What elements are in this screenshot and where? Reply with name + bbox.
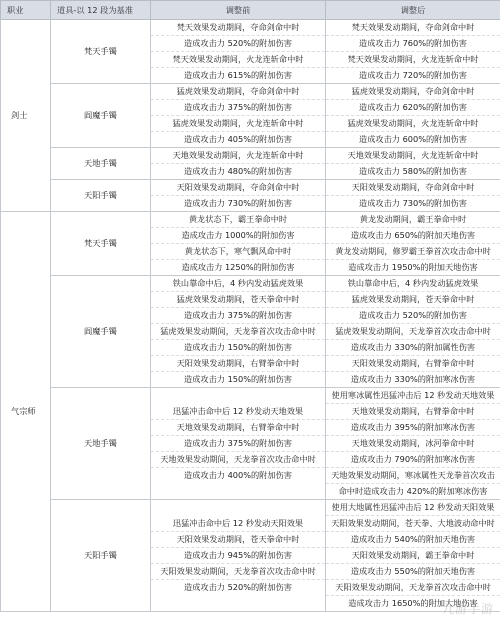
after-line: 使用寒冰属性迅猛冲击后 12 秒发动天地效果 bbox=[326, 388, 500, 404]
table-row bbox=[1, 212, 500, 276]
after-line: 造成攻击力 650%的附加天地伤害 bbox=[326, 228, 500, 244]
header-before: 调整前 bbox=[151, 1, 326, 20]
before-cell bbox=[151, 20, 326, 84]
after-line: 造成攻击力 330%的附加属性伤害 bbox=[326, 340, 500, 356]
table-row bbox=[1, 20, 500, 84]
after-line: 黄龙发动期间，霸王拳命中时 bbox=[326, 212, 500, 228]
before-line: 造成攻击力 615%的附加伤害 bbox=[184, 70, 292, 80]
before-line: 造成攻击力 730%的附加伤害 bbox=[184, 198, 292, 208]
after-line: 造成攻击力 580%的附加伤害 bbox=[359, 166, 467, 176]
before-line: 黄龙状态下，霸王拳命中时 bbox=[151, 212, 325, 228]
after-line: 天阳效果发动期间，夺命剑命中时 bbox=[326, 180, 500, 196]
before-line: 梵天效果发动期间，火龙连斩命中时 bbox=[151, 52, 325, 68]
before-cell bbox=[151, 388, 326, 500]
table-row bbox=[1, 276, 500, 388]
before-cell bbox=[151, 500, 326, 612]
after-line: 猛虎效果发动期间，天龙拳首次攻击命中时 bbox=[326, 324, 500, 340]
table-row bbox=[1, 388, 500, 500]
before-line: 天阳效果发动期间，右臂拳命中时 bbox=[151, 356, 325, 372]
job-name: 剑士 bbox=[1, 20, 51, 212]
before-line: 造成攻击力 945%的附加伤害 bbox=[151, 548, 325, 564]
before-line: 迅猛冲击命中后 12 秒发动天地效果 bbox=[151, 404, 325, 420]
after-line: 天阳效果发动期间，苍天拳、大地波动命中时 bbox=[326, 516, 500, 532]
after-line: 猛虎效果发动期间，苍天拳命中时 bbox=[326, 292, 500, 308]
after-line: 造成攻击力 720%的附加伤害 bbox=[359, 70, 467, 80]
before-line: 造成攻击力 375%的附加伤害 bbox=[151, 308, 325, 324]
after-line: 天阳效果发动期间，右臂拳命中时 bbox=[326, 356, 500, 372]
before-line: 黄龙状态下，寒气飘风命中时 bbox=[151, 244, 325, 260]
after-line: 天地效果发动期间，寒冰属性天龙拳首次攻击 bbox=[326, 468, 500, 484]
before-line: 造成攻击力 520%的附加伤害 bbox=[184, 582, 292, 592]
table-row bbox=[1, 84, 500, 148]
after-line: 命中时造成攻击力 420%的附加寒冰伤害 bbox=[338, 486, 488, 496]
before-cell bbox=[151, 148, 326, 180]
table-row bbox=[1, 500, 500, 612]
before-cell bbox=[151, 212, 326, 276]
before-line: 迅猛冲击命中后 12 秒发动天阳效果 bbox=[151, 516, 325, 532]
before-line: 造成攻击力 150%的附加伤害 bbox=[151, 340, 325, 356]
before-line: 造成攻击力 400%的附加伤害 bbox=[184, 470, 292, 480]
table-row bbox=[1, 180, 500, 212]
after-line: 造成攻击力 600%的附加伤害 bbox=[359, 134, 467, 144]
after-line: 铁山靠命中后，4 秒内发动猛虎效果 bbox=[326, 276, 500, 292]
before-line: 造成攻击力 405%的附加伤害 bbox=[184, 134, 292, 144]
before-line: 造成攻击力 520%的附加伤害 bbox=[151, 36, 325, 52]
item-name: 天阳手镯 bbox=[51, 500, 151, 612]
before-line: 造成攻击力 150%的附加伤害 bbox=[184, 374, 292, 384]
before-line: 铁山靠命中后，4 秒内发动猛虎效果 bbox=[151, 276, 325, 292]
item-name: 天地手镯 bbox=[51, 388, 151, 500]
after-line: 造成攻击力 550%的附加天地伤害 bbox=[326, 564, 500, 580]
before-line: 天地效果发动期间，火龙连斩命中时 bbox=[151, 148, 325, 164]
header-job: 职业 bbox=[1, 1, 51, 20]
after-line: 造成攻击力 330%的附加寒冰伤害 bbox=[350, 374, 476, 384]
before-line: 造成攻击力 375%的附加伤害 bbox=[151, 436, 325, 452]
item-name: 阎魔手镯 bbox=[51, 276, 151, 388]
after-line: 天地效果发动期间，冰河拳命中时 bbox=[326, 436, 500, 452]
item-name: 天阳手镯 bbox=[51, 180, 151, 212]
after-line: 造成攻击力 1950%的附加天地伤害 bbox=[348, 262, 478, 272]
after-line: 天地效果发动期间，火龙连斩命中时 bbox=[326, 148, 500, 164]
after-line: 梵天效果发动期间，火龙连斩命中时 bbox=[326, 52, 500, 68]
after-cell bbox=[326, 84, 500, 148]
before-line: 猛虎效果发动期间，火龙连斩命中时 bbox=[151, 116, 325, 132]
after-line: 造成攻击力 540%的附加天地伤害 bbox=[326, 532, 500, 548]
after-line: 造成攻击力 395%的附加寒冰伤害 bbox=[326, 420, 500, 436]
after-line: 天地效果发动期间，右臂拳命中时 bbox=[326, 404, 500, 420]
after-cell bbox=[326, 20, 500, 84]
header-after: 调整后 bbox=[326, 1, 500, 20]
before-line: 天阳效果发动期间，夺命剑命中时 bbox=[151, 180, 325, 196]
after-line: 梵天效果发动期间，夺命剑命中时 bbox=[326, 20, 500, 36]
watermark: 九游手游 bbox=[441, 602, 494, 616]
after-line: 天阳效果发动期间，天龙拳首次攻击命中时 bbox=[326, 580, 500, 596]
item-name: 阎魔手镯 bbox=[51, 84, 151, 148]
after-line: 黄龙发动期间，修罗霸王拳首次攻击命中时 bbox=[326, 244, 500, 260]
item-name: 梵天手镯 bbox=[51, 20, 151, 84]
before-cell bbox=[151, 276, 326, 388]
header-row bbox=[1, 1, 500, 20]
after-line: 使用大地属性迅猛冲击后 12 秒发动天阳效果 bbox=[326, 500, 500, 516]
after-line: 造成攻击力 620%的附加伤害 bbox=[326, 100, 500, 116]
table-row bbox=[1, 148, 500, 180]
after-line: 猛虎效果发动期间，夺命剑命中时 bbox=[326, 84, 500, 100]
after-line: 造成攻击力 790%的附加寒冰伤害 bbox=[326, 452, 500, 468]
after-cell bbox=[326, 500, 500, 612]
header-item: 道具-以 12 段为基准 bbox=[51, 1, 151, 20]
before-line: 梵天效果发动期间，夺命剑命中时 bbox=[151, 20, 325, 36]
item-name: 梵天手镯 bbox=[51, 212, 151, 276]
before-cell bbox=[151, 84, 326, 148]
after-line: 猛虎效果发动期间，火龙连斩命中时 bbox=[326, 116, 500, 132]
before-line: 天阳效果发动期间，苍天拳命中时 bbox=[151, 532, 325, 548]
after-cell bbox=[326, 212, 500, 276]
before-line: 造成攻击力 1000%的附加伤害 bbox=[151, 228, 325, 244]
item-name: 天地手镯 bbox=[51, 148, 151, 180]
before-line: 猛虎效果发动期间，苍天拳命中时 bbox=[151, 292, 325, 308]
after-cell bbox=[326, 388, 500, 500]
after-cell bbox=[326, 276, 500, 388]
before-line: 造成攻击力 480%的附加伤害 bbox=[184, 166, 292, 176]
after-cell bbox=[326, 180, 500, 212]
before-line: 猛虎效果发动期间，夺命剑命中时 bbox=[151, 84, 325, 100]
after-line: 造成攻击力 1650%的附加大地伤害 bbox=[348, 598, 478, 608]
after-line: 造成攻击力 760%的附加伤害 bbox=[326, 36, 500, 52]
before-cell bbox=[151, 180, 326, 212]
before-line: 造成攻击力 1250%的附加伤害 bbox=[181, 262, 295, 272]
after-line: 天阳效果发动期间，霸王拳命中时 bbox=[326, 548, 500, 564]
before-line: 天地效果发动期间，右臂拳命中时 bbox=[151, 420, 325, 436]
before-line: 猛虎效果发动期间，天龙拳首次攻击命中时 bbox=[151, 324, 325, 340]
after-line: 造成攻击力 730%的附加伤害 bbox=[359, 198, 467, 208]
before-line: 天阳效果发动期间，天龙拳首次攻击命中时 bbox=[151, 564, 325, 580]
after-cell bbox=[326, 148, 500, 180]
before-line: 造成攻击力 375%的附加伤害 bbox=[151, 100, 325, 116]
before-line: 天地效果发动期间，天龙拳首次攻击命中时 bbox=[151, 452, 325, 468]
job-name: 气宗师 bbox=[1, 212, 51, 612]
after-line: 造成攻击力 520%的附加伤害 bbox=[326, 308, 500, 324]
